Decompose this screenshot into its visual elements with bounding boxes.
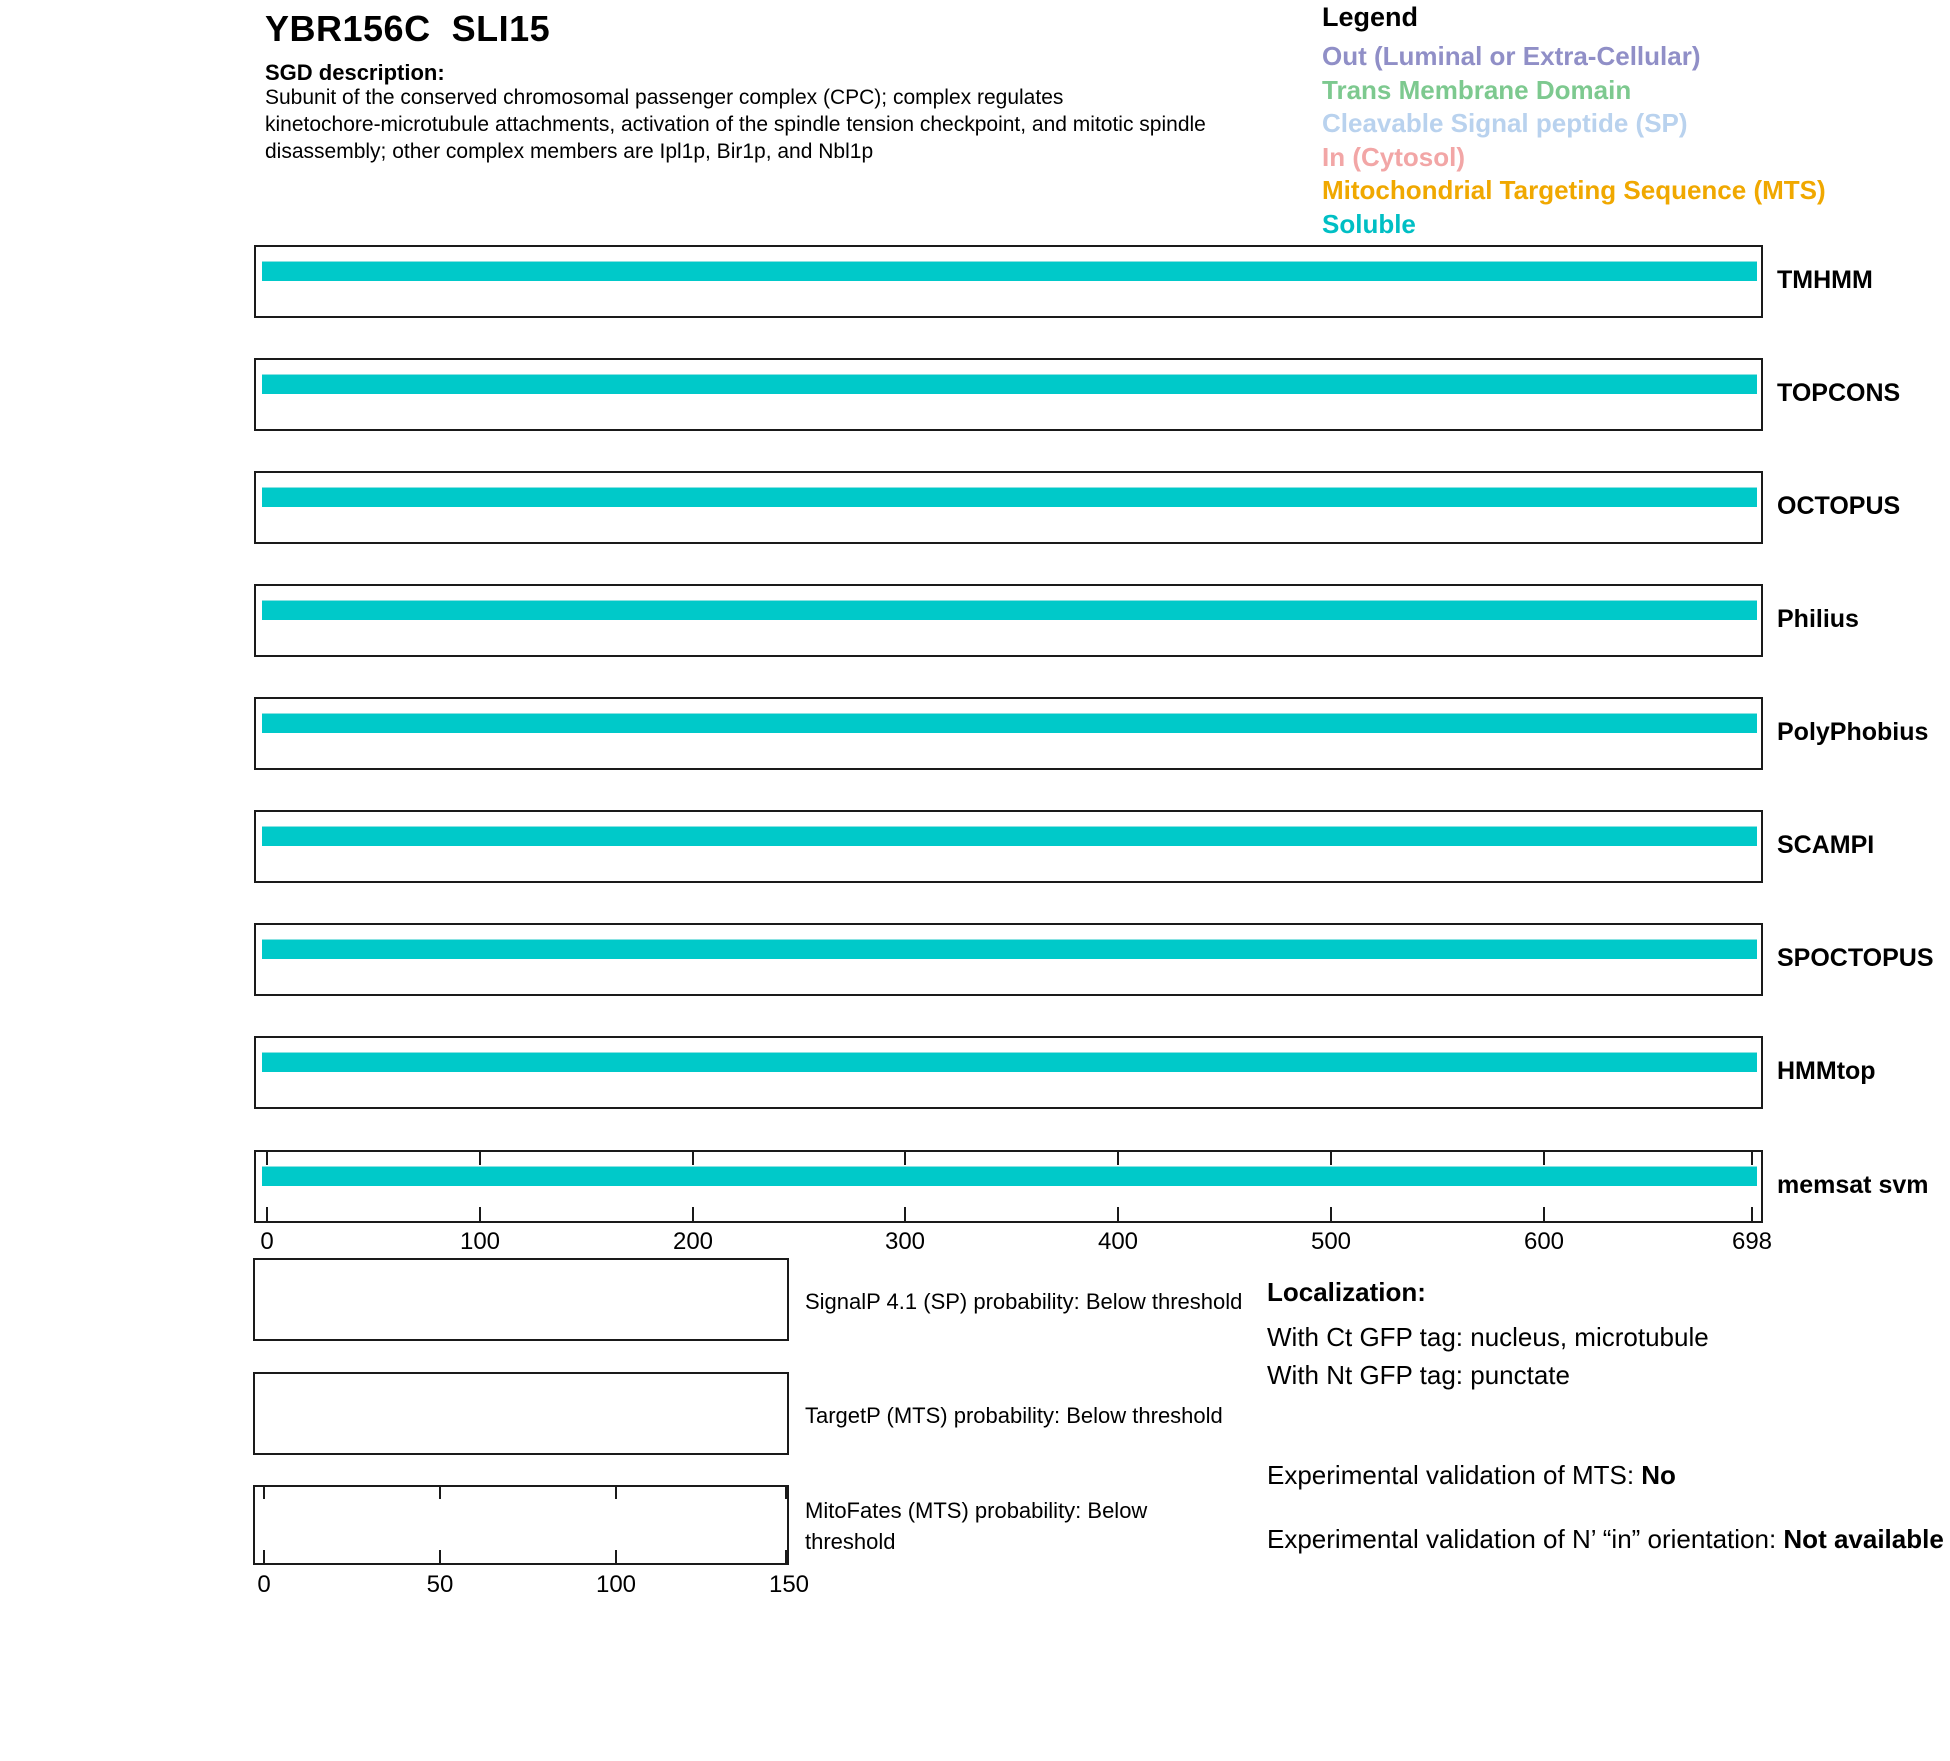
legend-title: Legend [1322,2,1419,32]
axis-tick [692,1152,694,1165]
mitofates-caption-line: threshold [805,1529,896,1554]
axis-tick [1117,1207,1119,1221]
x-axis-tick-label: 600 [1523,1228,1565,1255]
x-axis-tick-label: 500 [1310,1228,1352,1255]
axis-tick [904,1207,906,1221]
track-label: PolyPhobius [1777,718,1929,746]
axis-tick [266,1207,268,1221]
mts-validation-line [1267,1459,1676,1492]
localization-ct-gfp: With Ct GFP tag: nucleus, microtubule [1267,1322,1709,1352]
mts-validation-value: No [1641,1460,1676,1490]
track-memsat-svm [0,1150,1950,1223]
x-axis-tick-label: 0 [260,1228,274,1255]
axis-tick [1117,1152,1119,1165]
track-philius [0,584,1950,657]
x-axis-tick-label: 400 [1097,1228,1139,1255]
track-label: SCAMPI [1777,831,1875,859]
track-label: memsat svm [1777,1171,1929,1199]
axis-tick [263,1487,265,1499]
axis-tick [1751,1152,1753,1165]
axis-tick [1330,1207,1332,1221]
mitofates-axis-label: 50 [426,1571,454,1598]
axis-tick [263,1550,265,1563]
mitofates-axis-label: 0 [257,1571,271,1598]
axis-tick [615,1550,617,1563]
track-plot-box [254,923,1763,996]
mitofates-plot-box [253,1485,789,1565]
soluble-bar [262,1166,1757,1186]
track-plot-box [254,1036,1763,1109]
axis-tick [1751,1207,1753,1221]
track-plot-box [254,358,1763,431]
targetp-caption: TargetP (MTS) probability: Below threshold [805,1403,1223,1428]
sgd-description-label: SGD description: [265,60,445,85]
soluble-bar [262,826,1757,846]
track-label: HMMtop [1777,1057,1876,1085]
track-label: Philius [1777,605,1859,633]
track-polyphobius [0,697,1950,770]
axis-tick [439,1487,441,1499]
localization-title: Localization: [1267,1277,1426,1307]
x-axis-tick-label: 300 [884,1228,926,1255]
targetp-plot-box [253,1372,789,1455]
axis-tick [785,1487,787,1499]
track-plot-box [254,810,1763,883]
track-spoctopus [0,923,1950,996]
mitofates-caption-line: MitoFates (MTS) probability: Below [805,1498,1148,1523]
x-axis-tick-label: 698 [1731,1228,1773,1255]
track-label: TMHMM [1777,266,1873,294]
track-plot-box [254,697,1763,770]
track-octopus [0,471,1950,544]
mitofates-axis-label: 100 [595,1571,637,1598]
track-tmhmm [0,245,1950,318]
orientation-validation-line [1267,1524,1947,1555]
legend [1322,2,1826,241]
soluble-bar [262,261,1757,281]
track-plot-box [254,584,1763,657]
axis-tick [1543,1207,1545,1221]
track-label: SPOCTOPUS [1777,944,1934,972]
track-plot-box [254,245,1763,318]
axis-tick [266,1152,268,1165]
axis-tick [692,1207,694,1221]
mitofates-caption [805,1495,1147,1557]
sgd-description-line: kinetochore-microtubule attachments, activation of the spindle tension checkpoint, and mitotic spindle [265,113,1206,136]
legend-entry-in: In (Cytosol) [1322,141,1465,172]
orientation-validation-prefix: Experimental validation of N’ “in” orientation: [1267,1524,1784,1554]
signalp-plot-box [253,1258,789,1341]
signalp-caption: SignalP 4.1 (SP) probability: Below threshold [805,1289,1243,1314]
legend-entry-out: Out (Luminal or Extra-Cellular) [1322,41,1701,71]
track-label: OCTOPUS [1777,492,1901,520]
axis-tick [479,1152,481,1165]
track-scampi [0,810,1950,883]
localization-nt-gfp: With Nt GFP tag: punctate [1267,1360,1570,1390]
axis-tick [615,1487,617,1499]
x-axis-tick-label: 200 [672,1228,714,1255]
soluble-bar [262,939,1757,959]
axis-tick [439,1550,441,1563]
legend-entry-tm: Trans Membrane Domain [1322,74,1632,105]
track-hmmtop [0,1036,1950,1109]
axis-tick [904,1152,906,1165]
axis-tick [1543,1152,1545,1165]
soluble-bar [262,600,1757,620]
legend-entry-mts: Mitochondrial Targeting Sequence (MTS) [1322,175,1826,205]
soluble-bar [262,487,1757,507]
sgd-description-line: disassembly; other complex members are Ipl1p, Bir1p, and Nbl1p [265,140,874,163]
x-axis-tick-label: 100 [459,1228,501,1255]
soluble-bar [262,374,1757,394]
track-topcons [0,358,1950,431]
track-label: TOPCONS [1777,379,1901,407]
page-title: YBR156C SLI15 [265,8,551,49]
track-plot-box [254,1150,1763,1223]
axis-tick [1330,1152,1332,1165]
legend-entry-soluble: Soluble [1322,208,1416,239]
soluble-bar [262,713,1757,733]
legend-entry-sp: Cleavable Signal peptide (SP) [1322,108,1688,138]
soluble-bar [262,1052,1757,1072]
orientation-validation-value: Not available [1783,1524,1944,1554]
sgd-description-text [265,84,1275,165]
track-plot-box [254,471,1763,544]
mts-validation-prefix: Experimental validation of MTS: [1267,1460,1642,1490]
axis-tick [785,1550,787,1563]
mitofates-axis-label: 150 [768,1571,810,1598]
sgd-description-line: Subunit of the conserved chromosomal passenger complex (CPC); complex regulates [265,86,1064,109]
axis-tick [479,1207,481,1221]
